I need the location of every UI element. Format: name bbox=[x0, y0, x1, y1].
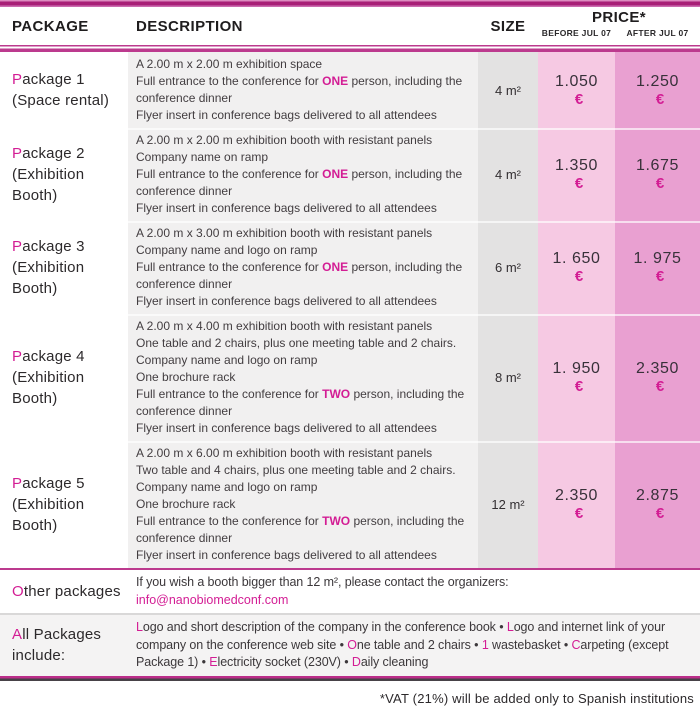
price-before-cell: 1.350 € bbox=[538, 128, 615, 221]
table-row-package-3 bbox=[0, 221, 700, 314]
price-after-cell: 1. 975 € bbox=[615, 221, 700, 314]
price-after-cell: 2.875 € bbox=[615, 441, 700, 568]
size-cell: 12 m² bbox=[478, 441, 538, 568]
other-packages-description bbox=[128, 570, 700, 613]
table-row-package-2 bbox=[0, 128, 700, 221]
vat-footnote: *VAT (21%) will be added only to Spanish institutions bbox=[379, 690, 694, 706]
col-header-description: DESCRIPTION bbox=[136, 17, 243, 35]
col-header-after-jul07: AFTER JUL 07 bbox=[626, 28, 689, 38]
euro-symbol: € bbox=[655, 175, 665, 192]
all-packages-description bbox=[128, 615, 700, 676]
euro-symbol: € bbox=[655, 378, 665, 395]
package-subtitle: (Space rental) bbox=[12, 92, 110, 109]
package-name: Package 2 bbox=[12, 145, 85, 162]
description-cell: A 2.00 m x 3.00 m exhibition booth with resistant panels Company name and logo on ramp Full entrance to the conference for ONE person, including the conference dinner Flyer insert in conference bags delivered to all attendees bbox=[128, 221, 478, 314]
package-name-cell bbox=[0, 441, 128, 568]
contact-email-link[interactable]: info@nanobiomedconf.com bbox=[136, 592, 289, 607]
package-name: Package 4 bbox=[12, 348, 85, 365]
euro-symbol: € bbox=[655, 90, 665, 108]
all-packages-text: Logo and short description of the company in the conference book • Logo and internet link of your company on the conference web site • One table and 2 chairs • 1 wastebasket • Carpeting (except Package 1) • Electricity socket (230V) • Daily cleaning bbox=[136, 620, 669, 669]
other-packages-text: If you wish a booth bigger than 12 m², please contact the organizers: bbox=[136, 575, 509, 589]
price-after-cell: 1.675 € bbox=[615, 128, 700, 221]
description-cell: A 2.00 m x 2.00 m exhibition space Full entrance to the conference for ONE person, including the conference dinner Flyer insert in conference bags delivered to all attendees bbox=[128, 52, 478, 128]
price-before-cell: 2.350 € bbox=[538, 441, 615, 568]
package-subtitle: (Exhibition Booth) bbox=[12, 259, 85, 297]
col-header-price: PRICE* bbox=[591, 9, 647, 26]
table-header bbox=[0, 7, 700, 45]
table-row-package-5 bbox=[0, 441, 700, 568]
col-header-price-group bbox=[538, 7, 700, 45]
size-cell: 8 m² bbox=[478, 314, 538, 441]
euro-symbol: € bbox=[574, 378, 584, 395]
package-name-cell bbox=[0, 221, 128, 314]
size-cell: 4 m² bbox=[478, 128, 538, 221]
price-before-cell: 1. 950 € bbox=[538, 314, 615, 441]
package-name-cell bbox=[0, 52, 128, 128]
package-name-cell bbox=[0, 128, 128, 221]
header-separator bbox=[0, 45, 700, 52]
price-after-cell: 2.350 € bbox=[615, 314, 700, 441]
euro-symbol: € bbox=[574, 505, 584, 522]
euro-symbol: € bbox=[574, 268, 584, 285]
col-header-size: SIZE bbox=[490, 17, 526, 35]
table-row-package-1 bbox=[0, 52, 700, 128]
package-subtitle: (Exhibition Booth) bbox=[12, 369, 85, 407]
all-packages-label-line2: include: bbox=[12, 647, 66, 665]
price-before-cell: 1.050 € bbox=[538, 52, 615, 128]
package-name: Package 5 bbox=[12, 475, 85, 492]
other-packages-label: Other packages bbox=[12, 583, 121, 600]
description-cell: A 2.00 m x 4.00 m exhibition booth with resistant panels One table and 2 chairs, plus one meeting table and 2 chairs. Company name and logo on ramp One brochure rack Full entrance to the conference for TWO person, including the conference dinner Flyer insert in conference bags delivered to all attendees bbox=[128, 314, 478, 441]
table-row-other-packages bbox=[0, 570, 700, 613]
package-name: Package 1 bbox=[12, 71, 85, 88]
euro-symbol: € bbox=[655, 268, 665, 285]
description-cell: A 2.00 m x 6.00 m exhibition booth with resistant panels Two table and 4 chairs, plus one meeting table and 2 chairs. Company name and logo on ramp One brochure rack Full entrance to the conference for TWO person, including the conference dinner Flyer insert in conference bags delivered to all attendees bbox=[128, 441, 478, 568]
package-name: Package 3 bbox=[12, 238, 85, 255]
package-subtitle: (Exhibition Booth) bbox=[12, 166, 85, 204]
table-row-package-4 bbox=[0, 314, 700, 441]
price-before-cell: 1. 650 € bbox=[538, 221, 615, 314]
package-name-cell bbox=[0, 314, 128, 441]
table-row-all-packages bbox=[0, 615, 700, 676]
all-packages-label: All Packages include: bbox=[0, 615, 128, 676]
price-subheaders bbox=[538, 28, 700, 38]
package-subtitle: (Exhibition Booth) bbox=[12, 496, 85, 534]
size-cell: 6 m² bbox=[478, 221, 538, 314]
col-header-package: PACKAGE bbox=[12, 17, 89, 35]
euro-symbol: € bbox=[655, 505, 665, 522]
col-header-before-jul07: BEFORE JUL 07 bbox=[541, 28, 612, 38]
price-after-cell: 1.250 € bbox=[615, 52, 700, 128]
size-cell: 4 m² bbox=[478, 52, 538, 128]
top-accent-band bbox=[0, 0, 700, 7]
euro-symbol: € bbox=[574, 175, 584, 192]
description-cell: A 2.00 m x 2.00 m exhibition booth with resistant panels Company name on ramp Full entrance to the conference for ONE person, including the conference dinner Flyer insert in conference bags delivered to all attendees bbox=[128, 128, 478, 221]
euro-symbol: € bbox=[574, 90, 584, 108]
